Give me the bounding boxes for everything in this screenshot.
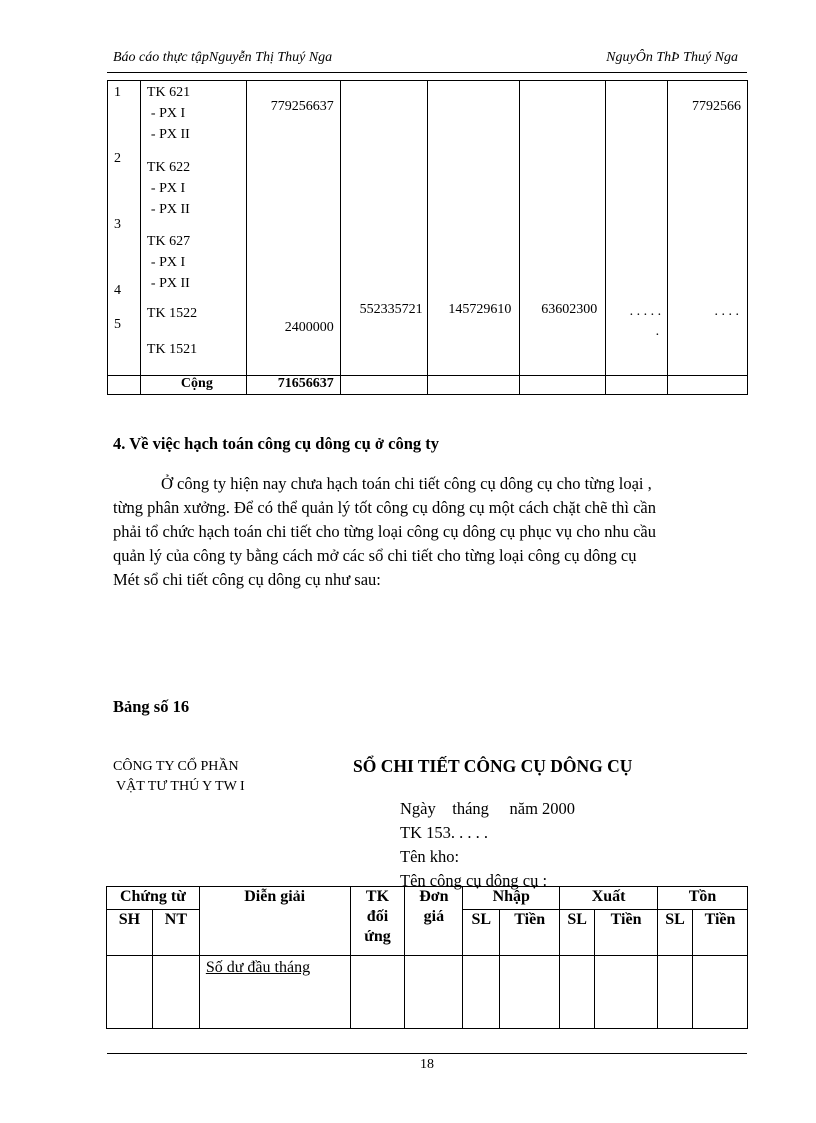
col-tien: Tiền (500, 910, 560, 956)
col-sl: SL (463, 910, 500, 956)
table-row (107, 887, 748, 910)
amount-cell: 7792566 . . . . (668, 81, 748, 376)
ledger-table (106, 886, 748, 1029)
col-dien-giai: Diễn giải (199, 887, 350, 956)
table-row (107, 956, 748, 1029)
col-chung-tu: Chứng từ (107, 887, 200, 910)
col-don-gia: Đơn giá (405, 887, 463, 956)
amount-cell: . . . . . . (606, 81, 668, 376)
col-tien: Tiền (692, 910, 747, 956)
col-tk-doi-ung: TK đối ứng (350, 887, 405, 956)
col-nhap: Nhập (463, 887, 560, 910)
col-ton: Tồn (658, 887, 748, 910)
col-sl: SL (658, 910, 693, 956)
table-row (108, 81, 748, 376)
footer-rule (107, 1053, 747, 1054)
amount-cell: 552335721 (340, 81, 427, 376)
col-nt: NT (152, 910, 199, 956)
section-paragraph: Ở công ty hiện nay chưa hạch toán chi tiết công cụ dông cụ cho từng loại , từng phân xưởng. Để có thể quản lý tốt công cụ dông cụ một cách chặt chẽ thì cần phải tổ chức hạch toán chi tiết cho từng loại công cụ dông cụ phục vụ cho nhu cầu quản lý của công ty bằng cách mở các sổ chi tiết cho từng loại công cụ dông cụ Mét sổ chi tiết công cụ dông cụ như sau: (113, 474, 656, 589)
header-right: NguyÔn ThÞ Thuý Nga (606, 50, 738, 65)
page-number: 18 (420, 1057, 434, 1072)
header-rule (107, 72, 747, 73)
table-label: Bảng số 16 (113, 697, 190, 716)
total-label: Cộng (140, 376, 246, 395)
account-cell: TK 621 - PX I - PX II TK 622 - PX I - PX II TK 627 - PX I - PX II TK 1522 TK 1521 (140, 81, 246, 376)
amount-cell: 63602300 (520, 81, 606, 376)
ledger-title: SỔ CHI TIẾT CÔNG CỤ DÔNG CỤ (353, 756, 633, 776)
total-row (108, 376, 748, 395)
opening-balance: Số dư đầu tháng (205, 959, 311, 976)
section-heading: 4. Về việc hạch toán công cụ dông cụ ở công ty (113, 434, 440, 453)
amount-cell: 779256637 2400000 (246, 81, 340, 376)
row-numbers: 1 2 3 4 5 (108, 81, 141, 376)
col-xuat: Xuất (560, 887, 658, 910)
amount-cell: 145729610 (427, 81, 520, 376)
header-left: Báo cáo thực tậpNguyễn Thị Thuý Nga (113, 50, 333, 65)
total-value: 71656637 (246, 376, 340, 395)
col-tien: Tiền (595, 910, 658, 956)
company-name: CÔNG TY CỔ PHẦN VẬT TƯ THÚ Y TW I (113, 759, 245, 794)
ledger-meta: Ngày tháng năm 2000 TK 153. . . . . Tên kho: Tên công cụ dông cụ : (400, 799, 576, 890)
summary-table (107, 80, 748, 395)
col-sh: SH (107, 910, 153, 956)
col-sl: SL (560, 910, 595, 956)
